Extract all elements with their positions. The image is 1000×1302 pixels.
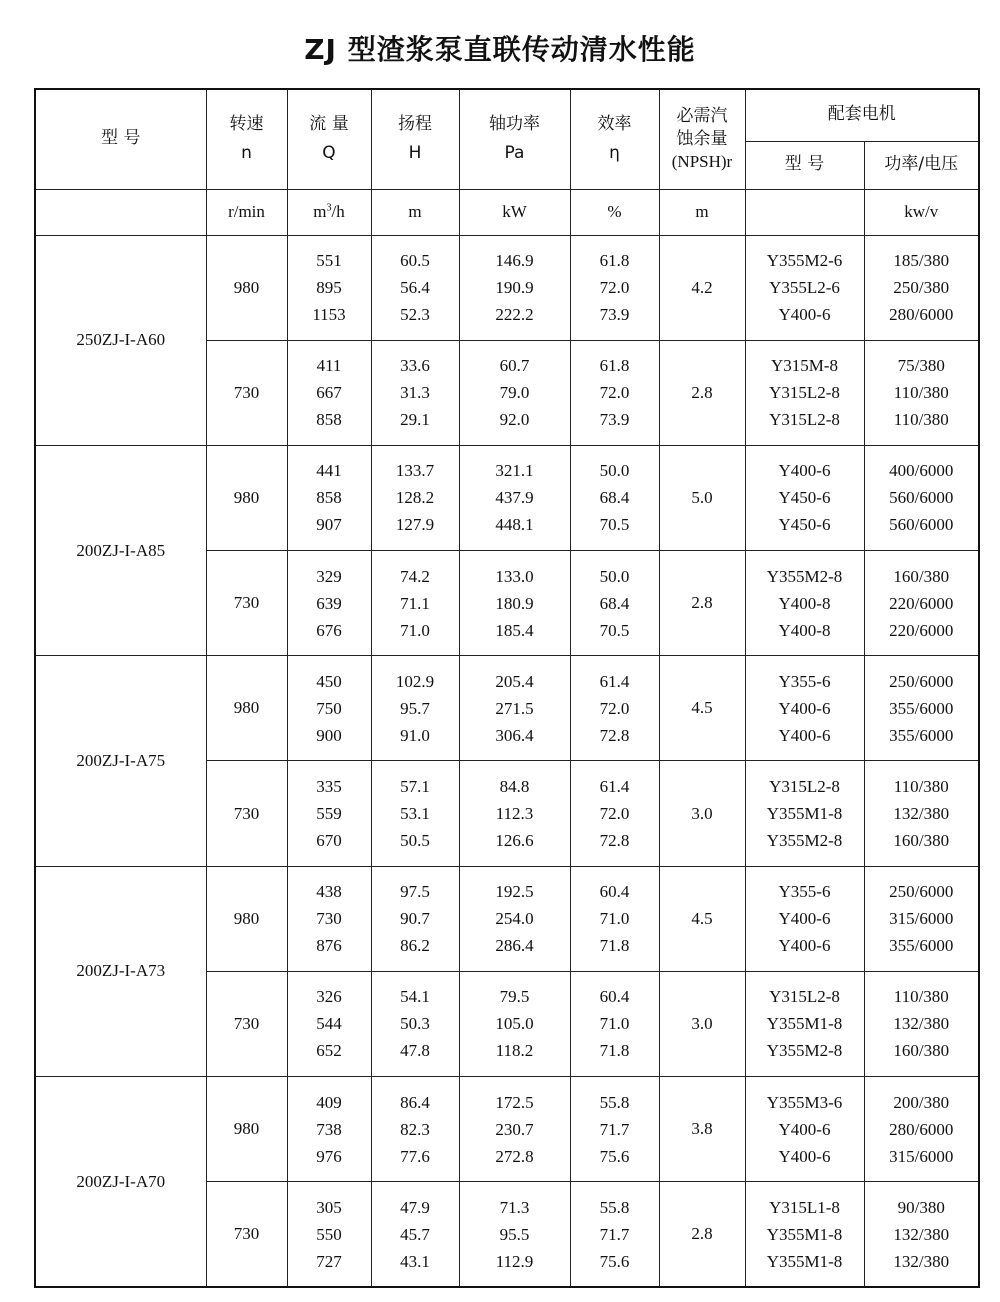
value-line: 55.8 xyxy=(599,1092,630,1112)
value-line: 315/6000 xyxy=(889,909,954,929)
value-line: 670 xyxy=(316,831,342,851)
speed-value: 730 xyxy=(206,1182,287,1287)
value-line: 54.1 xyxy=(400,987,430,1007)
col-flow xyxy=(287,235,371,340)
value-line: 250/6000 xyxy=(889,671,954,691)
value-line: 97.5 xyxy=(400,882,430,902)
value-line: 185.4 xyxy=(495,620,534,640)
col-motor-power xyxy=(864,1182,979,1287)
speed-value: 730 xyxy=(206,551,287,656)
unit-head: m xyxy=(371,189,459,235)
speed-value: 730 xyxy=(206,971,287,1076)
value-line: Y400-6 xyxy=(778,909,831,929)
value-line: Y450-6 xyxy=(778,515,831,535)
value-line: Y400-6 xyxy=(778,936,831,956)
value-line: 128.2 xyxy=(395,488,435,508)
value-line: 47.8 xyxy=(400,1041,430,1061)
col-flow xyxy=(287,551,371,656)
col-efficiency xyxy=(570,340,659,445)
col-shaft-power xyxy=(459,656,570,761)
value-line: 250/380 xyxy=(893,278,950,298)
col-head xyxy=(371,866,459,971)
value-line: Y355M1-8 xyxy=(766,1224,843,1244)
value-line: 132/380 xyxy=(893,1251,950,1271)
value-line: 90/380 xyxy=(897,1197,945,1217)
col-motor-power xyxy=(864,761,979,866)
value-line: 1153 xyxy=(312,305,346,325)
value-line: 31.3 xyxy=(400,383,430,403)
value-line: 220/6000 xyxy=(889,620,954,640)
value-line: 72.8 xyxy=(599,831,630,851)
col-head xyxy=(371,340,459,445)
value-line: 61.8 xyxy=(599,251,630,271)
col-efficiency xyxy=(570,866,659,971)
value-line: 738 xyxy=(316,1119,342,1139)
value-line: 222.2 xyxy=(495,305,534,325)
value-line: 92.0 xyxy=(499,410,530,430)
table-row xyxy=(35,866,979,971)
value-line: Y355-6 xyxy=(778,671,831,691)
col-motor-model xyxy=(745,971,864,1076)
npsh-value: 2.8 xyxy=(659,340,745,445)
col-head xyxy=(371,551,459,656)
table-row xyxy=(35,1077,979,1182)
value-line: 160/380 xyxy=(893,831,950,851)
value-line: 50.0 xyxy=(599,566,630,586)
npsh-value: 3.0 xyxy=(659,761,745,866)
table-body xyxy=(35,235,979,1287)
pump-model: 200ZJ-I-A70 xyxy=(35,1077,206,1288)
value-line: 560/6000 xyxy=(889,488,954,508)
value-line: 437.9 xyxy=(495,488,534,508)
value-line: Y355M3-6 xyxy=(766,1092,843,1112)
value-line: 895 xyxy=(316,278,342,298)
speed-value: 980 xyxy=(206,1077,287,1182)
pump-model: 250ZJ-I-A60 xyxy=(35,235,206,445)
value-line: 676 xyxy=(316,620,342,640)
value-line: 73.9 xyxy=(599,305,630,325)
value-line: 71.8 xyxy=(599,936,630,956)
value-line: 68.4 xyxy=(599,593,630,613)
unit-efficiency: % xyxy=(570,189,659,235)
value-line: 355/6000 xyxy=(889,725,954,745)
value-line: 400/6000 xyxy=(889,461,954,481)
value-line: 900 xyxy=(316,725,342,745)
value-line: 61.4 xyxy=(599,671,630,691)
value-line: 105.0 xyxy=(495,1014,534,1034)
value-line: 409 xyxy=(316,1092,342,1112)
value-line: 71.1 xyxy=(400,593,430,613)
col-shaft-power xyxy=(459,866,570,971)
unit-npsh: m xyxy=(659,189,745,235)
table-row xyxy=(35,445,979,550)
col-motor-model xyxy=(745,340,864,445)
col-flow xyxy=(287,1077,371,1182)
value-line: 180.9 xyxy=(495,593,534,613)
value-line: 71.7 xyxy=(599,1119,630,1139)
value-line: 47.9 xyxy=(400,1197,430,1217)
value-line: 355/6000 xyxy=(889,936,954,956)
value-line: 71.7 xyxy=(599,1224,630,1244)
value-line: 70.5 xyxy=(599,515,630,535)
value-line: 126.6 xyxy=(495,831,534,851)
value-line: 60.5 xyxy=(400,251,430,271)
page-title: ZJ 型渣浆泵直联传动清水性能 xyxy=(304,33,696,66)
value-line: Y355M2-6 xyxy=(766,251,843,271)
value-line: 192.5 xyxy=(495,882,534,902)
value-line: 50.3 xyxy=(400,1014,430,1034)
col-head xyxy=(371,761,459,866)
value-line: Y315L2-8 xyxy=(769,383,840,403)
header-motor-power: 功率/电压 xyxy=(864,141,979,189)
value-line: 185/380 xyxy=(893,251,950,271)
col-shaft-power xyxy=(459,445,570,550)
value-line: 132/380 xyxy=(893,1014,950,1034)
speed-value: 730 xyxy=(206,340,287,445)
col-motor-model xyxy=(745,1182,864,1287)
value-line: 53.1 xyxy=(400,804,430,824)
header-npsh: 必需汽 蚀余量 (NPSH)r xyxy=(659,89,745,189)
value-line: 74.2 xyxy=(400,566,430,586)
value-line: Y355M1-8 xyxy=(766,804,843,824)
value-line: Y315L2-8 xyxy=(769,777,840,797)
col-shaft-power xyxy=(459,761,570,866)
speed-value: 980 xyxy=(206,866,287,971)
col-head xyxy=(371,971,459,1076)
speed-value: 980 xyxy=(206,656,287,761)
speed-value: 980 xyxy=(206,235,287,340)
col-efficiency xyxy=(570,1077,659,1182)
value-line: 84.8 xyxy=(499,777,530,797)
value-line: 110/380 xyxy=(893,383,949,403)
col-efficiency xyxy=(570,445,659,550)
value-line: 329 xyxy=(316,566,342,586)
value-line: 652 xyxy=(316,1041,342,1061)
value-line: 86.4 xyxy=(400,1092,430,1112)
value-line: Y400-6 xyxy=(778,1146,831,1166)
value-line: 286.4 xyxy=(495,936,534,956)
value-line: 160/380 xyxy=(893,566,950,586)
col-efficiency xyxy=(570,235,659,340)
value-line: 858 xyxy=(316,488,342,508)
col-motor-model xyxy=(745,866,864,971)
value-line: 550 xyxy=(316,1224,342,1244)
value-line: 876 xyxy=(316,936,342,956)
value-line: 271.5 xyxy=(495,698,534,718)
value-line: 61.8 xyxy=(599,356,630,376)
col-efficiency xyxy=(570,971,659,1076)
npsh-value: 4.5 xyxy=(659,866,745,971)
performance-table xyxy=(34,88,980,1288)
value-line: 72.8 xyxy=(599,725,630,745)
npsh-value: 2.8 xyxy=(659,1182,745,1287)
value-line: 75.6 xyxy=(599,1146,630,1166)
value-line: 79.0 xyxy=(499,383,530,403)
value-line: 172.5 xyxy=(495,1092,534,1112)
col-motor-model xyxy=(745,1077,864,1182)
value-line: 190.9 xyxy=(495,278,534,298)
value-line: Y355M2-8 xyxy=(766,831,843,851)
npsh-value: 5.0 xyxy=(659,445,745,550)
value-line: 560/6000 xyxy=(889,515,954,535)
col-shaft-power xyxy=(459,1077,570,1182)
value-line: Y355M1-8 xyxy=(766,1251,843,1271)
header-flow: 流 量 Q xyxy=(287,89,371,189)
value-line: 305 xyxy=(316,1197,342,1217)
value-line: 200/380 xyxy=(893,1092,950,1112)
value-line: 411 xyxy=(316,356,342,376)
value-line: Y355L2-6 xyxy=(769,278,840,298)
col-shaft-power xyxy=(459,1182,570,1287)
value-line: 112.3 xyxy=(495,804,534,824)
col-motor-power xyxy=(864,235,979,340)
value-line: 230.7 xyxy=(495,1119,534,1139)
value-line: 110/380 xyxy=(893,777,949,797)
col-shaft-power xyxy=(459,340,570,445)
value-line: 95.5 xyxy=(499,1224,530,1244)
value-line: 667 xyxy=(316,383,342,403)
value-line: 82.3 xyxy=(400,1119,430,1139)
value-line: 118.2 xyxy=(495,1041,534,1061)
unit-model xyxy=(35,189,206,235)
value-line: 72.0 xyxy=(599,278,630,298)
table-row xyxy=(35,235,979,340)
value-line: 71.0 xyxy=(599,909,630,929)
col-flow xyxy=(287,445,371,550)
col-motor-power xyxy=(864,1077,979,1182)
value-line: 56.4 xyxy=(400,278,430,298)
npsh-value: 3.8 xyxy=(659,1077,745,1182)
value-line: 326 xyxy=(316,987,342,1007)
value-line: 68.4 xyxy=(599,488,630,508)
value-line: 70.5 xyxy=(599,620,630,640)
value-line: 250/6000 xyxy=(889,882,954,902)
table-header xyxy=(35,89,979,235)
value-line: Y355M2-8 xyxy=(766,1041,843,1061)
value-line: 50.0 xyxy=(599,461,630,481)
value-line: 33.6 xyxy=(400,356,430,376)
value-line: 72.0 xyxy=(599,804,630,824)
col-flow xyxy=(287,761,371,866)
value-line: Y355M2-8 xyxy=(766,566,843,586)
col-efficiency xyxy=(570,1182,659,1287)
col-head xyxy=(371,1077,459,1182)
col-motor-model xyxy=(745,761,864,866)
value-line: 45.7 xyxy=(400,1224,430,1244)
value-line: 73.9 xyxy=(599,410,630,430)
value-line: 306.4 xyxy=(495,725,534,745)
value-line: 335 xyxy=(316,777,342,797)
col-flow xyxy=(287,971,371,1076)
col-motor-model xyxy=(745,551,864,656)
value-line: 86.2 xyxy=(400,936,430,956)
npsh-value: 4.2 xyxy=(659,235,745,340)
table-row xyxy=(35,656,979,761)
header-model: 型 号 xyxy=(35,89,206,189)
value-line: 907 xyxy=(316,515,342,535)
value-line: 127.9 xyxy=(395,515,435,535)
value-line: 355/6000 xyxy=(889,698,954,718)
value-line: 110/380 xyxy=(893,410,949,430)
unit-flow: $m^3/h$ xyxy=(287,189,371,235)
col-efficiency xyxy=(570,656,659,761)
value-line: Y315L1-8 xyxy=(769,1197,840,1217)
col-motor-power xyxy=(864,656,979,761)
value-line: Y400-6 xyxy=(778,698,831,718)
col-head xyxy=(371,1182,459,1287)
value-line: 75.6 xyxy=(599,1251,630,1271)
col-flow xyxy=(287,656,371,761)
col-efficiency xyxy=(570,551,659,656)
header-shaft-power: 轴功率 Pa xyxy=(459,89,570,189)
value-line: 551 xyxy=(316,251,342,271)
value-line: Y315M-8 xyxy=(770,356,839,376)
value-line: 102.9 xyxy=(395,671,435,691)
value-line: 133.7 xyxy=(395,461,435,481)
col-efficiency xyxy=(570,761,659,866)
pump-model: 200ZJ-I-A73 xyxy=(35,866,206,1076)
value-line: Y400-8 xyxy=(778,620,831,640)
value-line: 57.1 xyxy=(400,777,430,797)
col-shaft-power xyxy=(459,235,570,340)
value-line: Y400-8 xyxy=(778,593,831,613)
value-line: 639 xyxy=(316,593,342,613)
value-line: 72.0 xyxy=(599,698,630,718)
col-motor-model xyxy=(745,445,864,550)
value-line: 146.9 xyxy=(495,251,534,271)
value-line: Y355M1-8 xyxy=(766,1014,843,1034)
header-speed: 转速 n xyxy=(206,89,287,189)
value-line: 43.1 xyxy=(400,1251,430,1271)
value-line: Y400-6 xyxy=(778,305,831,325)
value-line: 750 xyxy=(316,698,342,718)
npsh-value: 3.0 xyxy=(659,971,745,1076)
value-line: 71.0 xyxy=(400,620,430,640)
col-shaft-power xyxy=(459,551,570,656)
value-line: 72.0 xyxy=(599,383,630,403)
value-line: 61.4 xyxy=(599,777,630,797)
col-motor-power xyxy=(864,866,979,971)
speed-value: 980 xyxy=(206,445,287,550)
value-line: 321.1 xyxy=(495,461,534,481)
unit-motor-power: kw/v xyxy=(864,189,979,235)
col-motor-power xyxy=(864,971,979,1076)
value-line: Y355-6 xyxy=(778,882,831,902)
value-line: 95.7 xyxy=(400,698,430,718)
value-line: 160/380 xyxy=(893,1041,950,1061)
value-line: 544 xyxy=(316,1014,342,1034)
value-line: Y400-6 xyxy=(778,461,831,481)
value-line: 280/6000 xyxy=(889,1119,954,1139)
col-head xyxy=(371,445,459,550)
value-line: 727 xyxy=(316,1251,342,1271)
value-line: 79.5 xyxy=(499,987,530,1007)
value-line: 29.1 xyxy=(400,410,430,430)
value-line: 60.4 xyxy=(599,987,630,1007)
value-line: 71.8 xyxy=(599,1041,630,1061)
value-line: 315/6000 xyxy=(889,1146,954,1166)
value-line: 976 xyxy=(316,1146,342,1166)
value-line: 441 xyxy=(316,461,342,481)
value-line: 858 xyxy=(316,410,342,430)
value-line: 132/380 xyxy=(893,1224,950,1244)
value-line: 559 xyxy=(316,804,342,824)
col-shaft-power xyxy=(459,971,570,1076)
pump-model: 200ZJ-I-A75 xyxy=(35,656,206,866)
value-line: 438 xyxy=(316,882,342,902)
speed-value: 730 xyxy=(206,761,287,866)
col-head xyxy=(371,235,459,340)
col-flow xyxy=(287,1182,371,1287)
value-line: 52.3 xyxy=(400,305,430,325)
header-efficiency: 效率 η xyxy=(570,89,659,189)
npsh-value: 2.8 xyxy=(659,551,745,656)
npsh-value: 4.5 xyxy=(659,656,745,761)
value-line: 254.0 xyxy=(495,909,534,929)
col-motor-model xyxy=(745,235,864,340)
value-line: 91.0 xyxy=(400,725,430,745)
value-line: 730 xyxy=(316,909,342,929)
value-line: 112.9 xyxy=(495,1251,534,1271)
value-line: 205.4 xyxy=(495,671,534,691)
value-line: 110/380 xyxy=(893,987,949,1007)
value-line: 280/6000 xyxy=(889,305,954,325)
value-line: 448.1 xyxy=(495,515,534,535)
col-motor-power xyxy=(864,551,979,656)
value-line: Y450-6 xyxy=(778,488,831,508)
value-line: 75/380 xyxy=(897,356,945,376)
value-line: 133.0 xyxy=(495,566,534,586)
col-flow xyxy=(287,340,371,445)
value-line: 50.5 xyxy=(400,831,430,851)
value-line: 272.8 xyxy=(495,1146,534,1166)
col-motor-power xyxy=(864,445,979,550)
value-line: 60.7 xyxy=(499,356,530,376)
value-line: 450 xyxy=(316,671,342,691)
value-line: 90.7 xyxy=(400,909,430,929)
value-line: Y400-6 xyxy=(778,1119,831,1139)
pump-model: 200ZJ-I-A85 xyxy=(35,445,206,655)
col-motor-power xyxy=(864,340,979,445)
value-line: 220/6000 xyxy=(889,593,954,613)
units-row xyxy=(35,189,979,235)
value-line: 132/380 xyxy=(893,804,950,824)
value-line: Y315L2-8 xyxy=(769,410,840,430)
header-motor-model: 型 号 xyxy=(745,141,864,189)
unit-power: kW xyxy=(459,189,570,235)
col-flow xyxy=(287,866,371,971)
value-line: 71.3 xyxy=(499,1197,530,1217)
value-line: Y400-6 xyxy=(778,725,831,745)
unit-motor-model xyxy=(745,189,864,235)
value-line: Y315L2-8 xyxy=(769,987,840,1007)
value-line: 55.8 xyxy=(599,1197,630,1217)
col-head xyxy=(371,656,459,761)
value-line: 71.0 xyxy=(599,1014,630,1034)
header-head: 扬程 H xyxy=(371,89,459,189)
unit-speed: r/min xyxy=(206,189,287,235)
header-motor: 配套电机 xyxy=(745,89,979,141)
col-motor-model xyxy=(745,656,864,761)
value-line: 60.4 xyxy=(599,882,630,902)
value-line: 77.6 xyxy=(400,1146,430,1166)
